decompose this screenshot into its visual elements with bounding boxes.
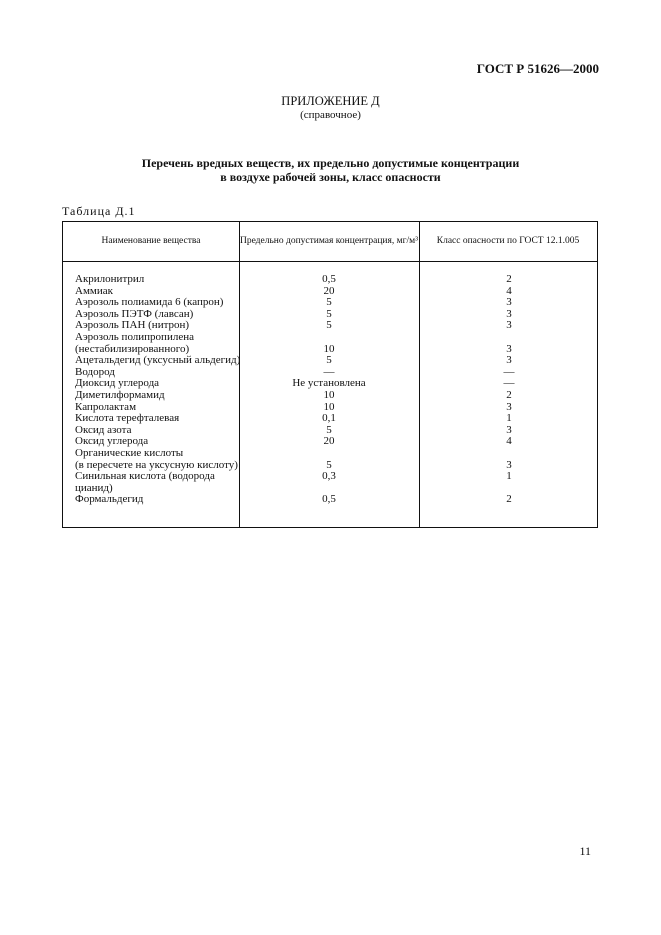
concentration-value: 0,5 xyxy=(322,493,336,506)
header-hazard-class: Класс опасности по ГОСТ 12.1.005 xyxy=(436,236,580,246)
hazard-class-value: 1 xyxy=(506,412,512,425)
substance-name: Кислота терефталевая xyxy=(75,412,180,425)
hazard-class-value: 4 xyxy=(506,284,512,297)
hazard-class-value: 3 xyxy=(506,342,512,355)
table-heading-line-1: Перечень вредных веществ, их предельно допустимые концентрации xyxy=(141,156,520,170)
table-heading xyxy=(0,156,661,184)
substance-name: (нестабилизированного) xyxy=(75,342,190,355)
header-concentration: Предельно допустимая концентрация, мг/м³ xyxy=(239,236,419,246)
concentration-value: 5 xyxy=(326,319,332,332)
hazard-class-value: 3 xyxy=(506,307,512,320)
concentration-value: — xyxy=(323,365,335,378)
concentration-value: 5 xyxy=(326,296,332,309)
hazard-class-value: 3 xyxy=(506,458,512,471)
concentration-value: 10 xyxy=(323,389,335,401)
substance-name: Формальдегид xyxy=(75,493,144,506)
substance-name: Аэрозоль полипропилена xyxy=(75,331,194,343)
substance-name: Оксид азота xyxy=(75,423,132,436)
hazard-class-value: 3 xyxy=(506,423,512,436)
hazard-class-value: 3 xyxy=(506,296,512,309)
substance-name: Капролактам xyxy=(75,400,137,413)
concentration-value: 5 xyxy=(326,354,332,367)
concentration-value: 0,3 xyxy=(322,470,336,483)
concentration-value: 0,1 xyxy=(322,412,336,425)
header-name: Наименование вещества xyxy=(101,236,201,246)
table-caption: Таблица Д.1 xyxy=(62,204,136,218)
concentration-value: Не установлена xyxy=(292,377,366,390)
concentration-value: 5 xyxy=(326,307,332,320)
hazard-class-value: — xyxy=(503,365,515,378)
hazard-class-value: 3 xyxy=(506,354,512,367)
substance-name: Диметилформамид xyxy=(75,389,165,401)
substance-name: Аэрозоль полиамида 6 (капрон) xyxy=(75,296,224,309)
hazardous-substances-table xyxy=(62,221,598,528)
concentration-value: 10 xyxy=(323,400,335,413)
substance-name: Аммиак xyxy=(75,284,113,297)
substance-name: цианид) xyxy=(75,481,113,494)
substance-name: Ацетальдегид (уксусный альдегид) xyxy=(75,354,241,367)
concentration-value: 0,5 xyxy=(322,273,336,285)
substance-name: Органические кислоты xyxy=(75,447,184,459)
hazard-class-value: 2 xyxy=(506,273,512,285)
appendix-header xyxy=(0,94,661,122)
hazard-class-value: 2 xyxy=(506,493,512,506)
concentration-value: 20 xyxy=(323,435,335,448)
concentration-value: 10 xyxy=(323,342,335,355)
concentration-value: 5 xyxy=(326,423,332,436)
substance-name: Аэрозоль ПАН (нитрон) xyxy=(75,319,190,332)
hazard-class-value: 3 xyxy=(506,319,512,332)
substance-name: Акрилонитрил xyxy=(75,273,145,285)
hazard-class-value: 1 xyxy=(506,470,512,483)
table-heading-line-2: в воздухе рабочей зоны, класс опасности xyxy=(220,170,441,184)
hazard-class-value: 3 xyxy=(506,400,512,413)
concentration-value: 20 xyxy=(323,284,335,297)
substance-name: Оксид углерода xyxy=(75,435,149,448)
page-number: 11 xyxy=(579,844,591,858)
substance-name: Диоксид углерода xyxy=(75,377,160,390)
substance-name: Синильная кислота (водорода xyxy=(75,470,215,483)
hazard-class-value: 4 xyxy=(506,435,512,448)
document-code: ГОСТ Р 51626—2000 xyxy=(476,61,599,76)
hazard-class-value: 2 xyxy=(506,389,512,401)
substance-name: (в пересчете на уксусную кислоту) xyxy=(75,458,238,471)
appendix-note: (справочное) xyxy=(300,109,361,121)
hazard-class-value: — xyxy=(503,377,515,390)
table-header-row xyxy=(63,222,597,262)
appendix-title: ПРИЛОЖЕНИЕ Д xyxy=(281,94,380,108)
substance-name: Водород xyxy=(75,365,115,378)
substance-name: Аэрозоль ПЭТФ (лавсан) xyxy=(75,307,194,320)
concentration-value: 5 xyxy=(326,458,332,471)
